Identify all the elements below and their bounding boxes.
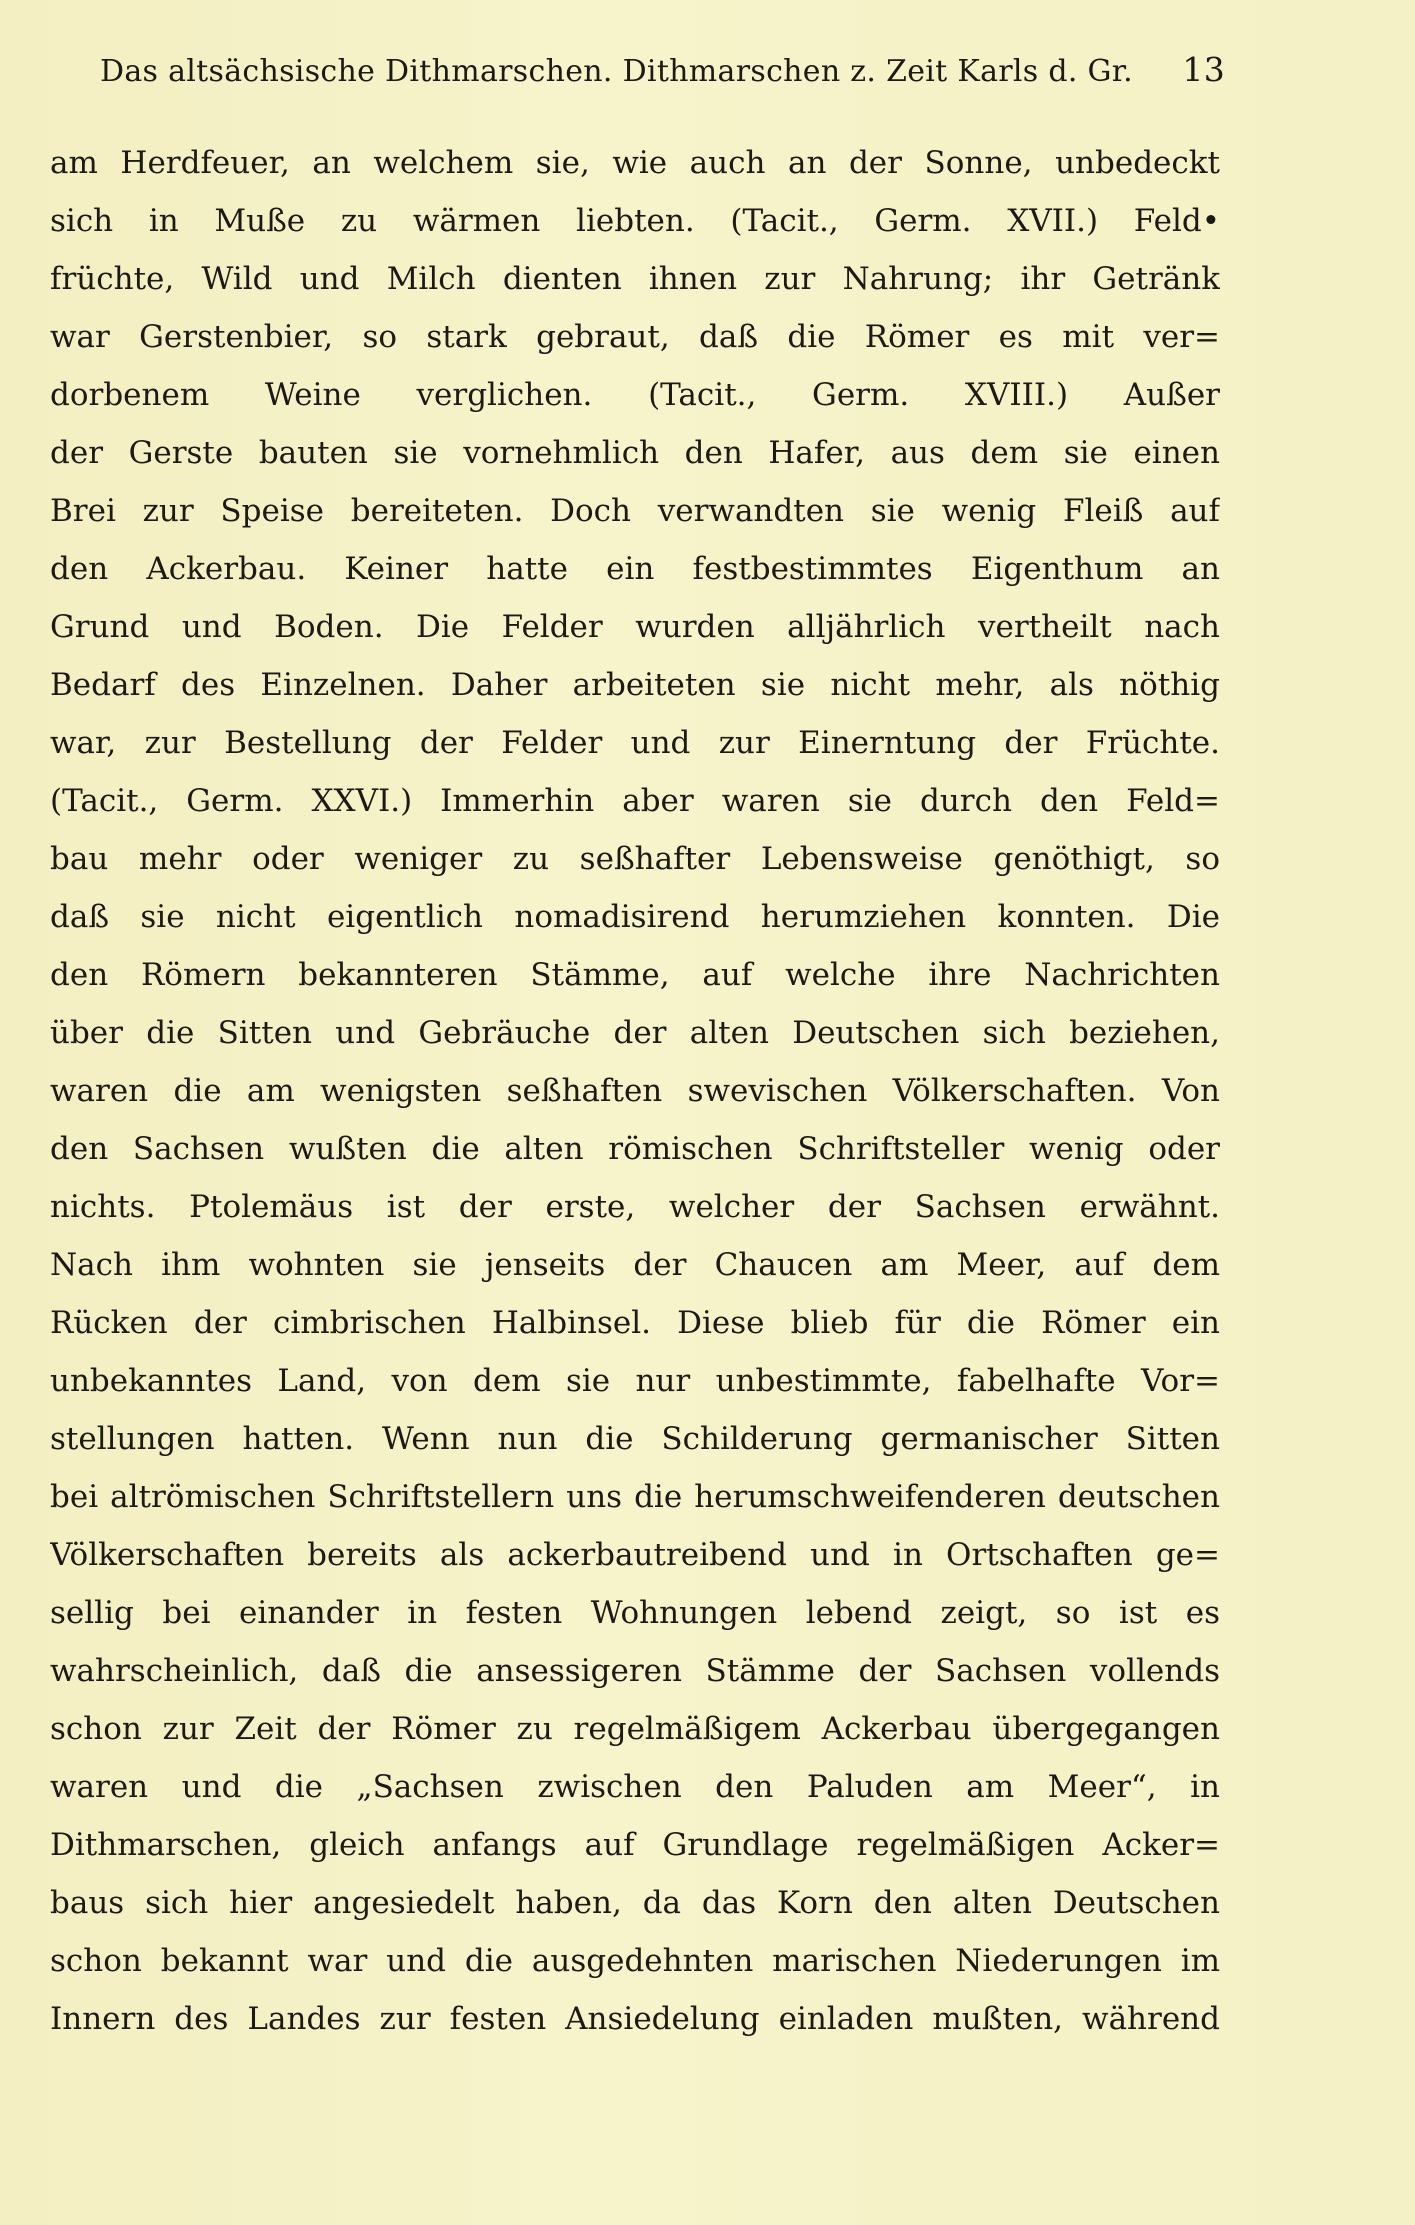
text-line: war, zur Bestellung der Felder und zur Einerntung der Früchte. [50,725,1220,761]
text-line: Innern des Landes zur festen Ansiedelung einladen mußten, während [50,2001,1220,2037]
text-line: bau mehr oder weniger zu seßhafter Lebensweise genöthigt, so [50,841,1220,877]
text-line: Völkerschaften bereits als ackerbautreibend und in Ortschaften ge= [50,1537,1220,1573]
text-line: wahrscheinlich, daß die ansessigeren Stämme der Sachsen vollends [50,1653,1220,1689]
text-line: der Gerste bauten sie vornehmlich den Hafer, aus dem sie einen [50,435,1220,471]
text-line: war Gerstenbier, so stark gebraut, daß die Römer es mit ver= [50,319,1220,355]
body-text [50,134,1220,2048]
text-line: stellungen hatten. Wenn nun die Schilderung germanischer Sitten [50,1421,1220,1457]
text-line: den Sachsen wußten die alten römischen Schriftsteller wenig oder [50,1131,1220,1167]
text-line: Nach ihm wohnten sie jenseits der Chaucen am Meer, auf dem [50,1247,1220,1283]
text-line: dorbenem Weine verglichen. (Tacit., Germ. XVIII.) Außer [50,377,1220,413]
text-line: den Ackerbau. Keiner hatte ein festbestimmtes Eigenthum an [50,551,1220,587]
text-line: unbekanntes Land, von dem sie nur unbestimmte, fabelhafte Vor= [50,1363,1220,1399]
running-title: Das altsächsische Dithmarschen. Dithmarschen z. Zeit Karls d. Gr. [100,54,1133,89]
text-line: nichts. Ptolemäus ist der erste, welcher der Sachsen erwähnt. [50,1189,1220,1225]
text-line: Brei zur Speise bereiteten. Doch verwandten sie wenig Fleiß auf [50,493,1220,529]
page-number: 13 [1182,50,1225,89]
text-line: über die Sitten und Gebräuche der alten Deutschen sich beziehen, [50,1015,1220,1051]
text-line: waren die am wenigsten seßhaften swevischen Völkerschaften. Von [50,1073,1220,1109]
text-line: schon zur Zeit der Römer zu regelmäßigem Ackerbau übergegangen [50,1711,1220,1747]
text-line: Bedarf des Einzelnen. Daher arbeiteten sie nicht mehr, als nöthig [50,667,1220,703]
text-line: Rücken der cimbrischen Halbinsel. Diese blieb für die Römer ein [50,1305,1220,1341]
text-line: schon bekannt war und die ausgedehnten marischen Niederungen im [50,1943,1220,1979]
text-line: den Römern bekannteren Stämme, auf welche ihre Nachrichten [50,957,1220,993]
text-line: Dithmarschen, gleich anfangs auf Grundlage regelmäßigen Acker= [50,1827,1220,1863]
text-line: sich in Muße zu wärmen liebten. (Tacit., Germ. XVII.) Feld• [50,203,1220,239]
text-line: baus sich hier angesiedelt haben, da das Korn den alten Deutschen [50,1885,1220,1921]
text-line: daß sie nicht eigentlich nomadisirend herumziehen konnten. Die [50,899,1220,935]
running-head [100,50,1225,100]
text-line: am Herdfeuer, an welchem sie, wie auch an der Sonne, unbedeckt [50,145,1220,181]
text-line: früchte, Wild und Milch dienten ihnen zur Nahrung; ihr Getränk [50,261,1220,297]
text-line: sellig bei einander in festen Wohnungen lebend zeigt, so ist es [50,1595,1220,1631]
text-line: (Tacit., Germ. XXVI.) Immerhin aber waren sie durch den Feld= [50,783,1220,819]
text-line: waren und die „Sachsen zwischen den Paluden am Meer“, in [50,1769,1220,1805]
text-line: Grund und Boden. Die Felder wurden alljährlich vertheilt nach [50,609,1220,645]
text-line: bei altrömischen Schriftstellern uns die herumschweifenderen deutschen [50,1479,1220,1515]
